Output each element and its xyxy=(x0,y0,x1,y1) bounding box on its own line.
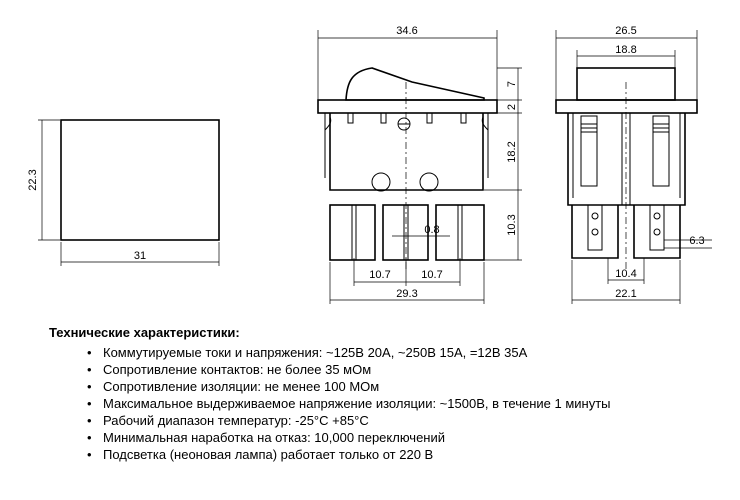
end-pin-width-label: 6.3 xyxy=(689,235,705,247)
end-terminal-gap-label: 10.4 xyxy=(615,268,637,280)
spec-text: Максимальное выдерживаемое напряжение изоляции: ~1500В, в течение 1 минуты xyxy=(103,396,611,411)
spec-item xyxy=(87,344,729,361)
side-pin-width-label: 0.8 xyxy=(424,224,440,236)
specs-title: Технические характеристики: xyxy=(49,325,240,340)
side-top-width-label: 34.6 xyxy=(396,25,418,37)
bullet-icon: • xyxy=(87,379,92,394)
front-width-label: 31 xyxy=(133,250,147,262)
spec-text: Подсветка (неоновая лампа) работает только от 220 В xyxy=(103,447,434,462)
spec-text: Минимальная наработка на отказ: 10,000 переключений xyxy=(103,430,445,445)
side-step-height-label: 2 xyxy=(506,103,518,111)
side-view xyxy=(318,25,522,304)
side-pitch-right-label: 10.7 xyxy=(421,269,443,281)
spec-item xyxy=(87,446,729,463)
end-inner-width-label: 18.8 xyxy=(615,44,637,56)
side-terminal-height-label: 10.3 xyxy=(506,214,518,236)
front-view xyxy=(27,120,219,266)
specs-section xyxy=(49,325,729,463)
spec-text: Рабочий диапазон температур: -25°С +85°С xyxy=(103,413,369,428)
bullet-icon: • xyxy=(87,413,92,428)
bullet-icon: • xyxy=(87,396,92,411)
end-view xyxy=(556,25,712,304)
front-height-label: 22.3 xyxy=(27,169,39,191)
spec-item xyxy=(87,395,729,412)
side-body-height-label: 18.2 xyxy=(506,141,518,163)
bullet-icon: • xyxy=(87,362,92,377)
spec-text: Сопротивление изоляции: не менее 100 МОм xyxy=(103,379,380,394)
spec-item xyxy=(87,412,729,429)
specs-list xyxy=(49,344,729,463)
bullet-icon: • xyxy=(87,345,92,360)
spec-text: Сопротивление контактов: не более 35 мОм xyxy=(103,362,372,377)
spec-item xyxy=(87,378,729,395)
spec-item xyxy=(87,361,729,378)
end-outer-width-label: 26.5 xyxy=(615,25,637,37)
side-top-height-label: 7 xyxy=(506,80,518,88)
side-base-width-label: 29.3 xyxy=(396,288,418,300)
spec-item xyxy=(87,429,729,446)
side-pitch-left-label: 10.7 xyxy=(369,269,391,281)
spec-text: Коммутируемые токи и напряжения: ~125В 20А, ~250В 15А, =12В 35А xyxy=(103,345,528,360)
end-base-width-label: 22.1 xyxy=(615,288,637,300)
bullet-icon: • xyxy=(87,430,92,445)
bullet-icon: • xyxy=(87,447,92,462)
